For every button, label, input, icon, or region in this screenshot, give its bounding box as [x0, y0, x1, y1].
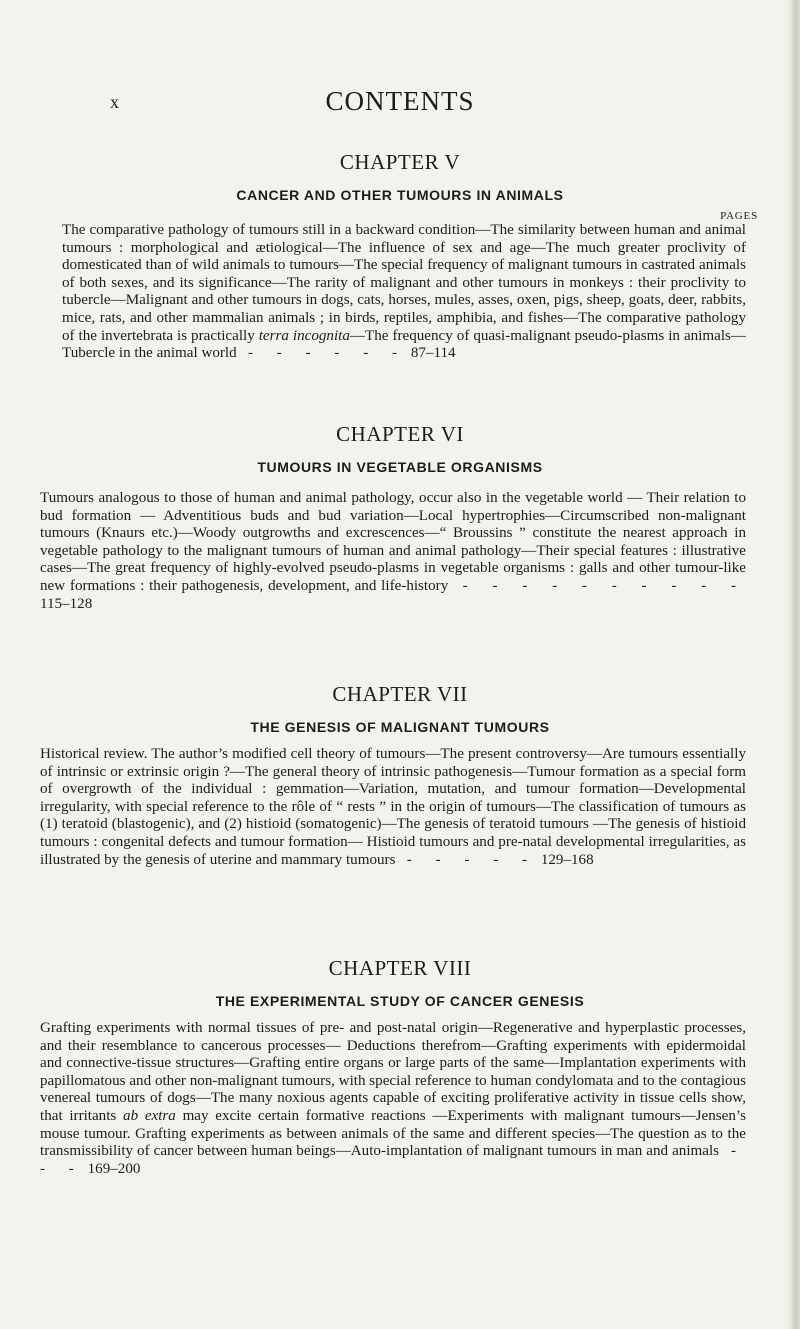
summary-italic: ab extra — [123, 1107, 176, 1124]
chapter-number: CHAPTER VII — [332, 682, 468, 706]
chapter-number: CHAPTER V — [339, 150, 461, 174]
running-title: CONTENTS — [325, 86, 475, 116]
chapter-number: CHAPTER VI — [336, 422, 464, 446]
dot-leaders: - - - — [40, 1143, 746, 1177]
chapter-7-heading — [0, 682, 800, 735]
dot-leaders: - - - - - — [406, 851, 538, 868]
chapter-title: CANCER AND OTHER TUMOURS IN ANIMALS — [236, 187, 564, 203]
dot-leaders: - - - - - - - - - - — [462, 577, 746, 594]
page-range: 115–128 — [40, 595, 93, 612]
running-head — [0, 86, 800, 116]
page-range: 169–200 — [87, 1160, 141, 1177]
pages-column-label: PAGES — [720, 210, 758, 222]
page-range: 87–114 — [410, 345, 456, 362]
chapter-title: THE GENESIS OF MALIGNANT TUMOURS — [250, 719, 550, 735]
summary-text-cont: —The frequency of quasi-malignant pseudo-plasms in animals—Tubercle in the animal world — [62, 327, 746, 362]
chapter-6-summary — [40, 490, 746, 613]
chapter-5-summary — [62, 222, 746, 363]
chapter-5-heading — [0, 150, 800, 203]
summary-text: Tumours analogous to those of human and animal pathology, occur also in the vegetable world — Their relation to bud formation — Adventitious buds and bud variation—Local hypertrophies—Circumscribed non-malignant tumours (Knaurs etc.)—Woody outgrowths and excrescences—“ Broussins ” constitute the nearest approach in vegetable pathology to the malignant tumours of human and animal pathology—Their special features : illustrative cases—The great frequency of highly-evolved pseudo-plasms in vegetable organisms : galls and other tumour-like new formations : their pathogenesis, development, and life-history — [40, 490, 746, 594]
chapter-7-summary — [40, 746, 746, 869]
page-range: 129–168 — [540, 851, 594, 868]
page-edge-shadow — [786, 0, 800, 1329]
summary-text: Historical review. The author’s modified cell theory of tumours—The present controversy—Are tumours essentially of intrinsic or extrinsic origin ?—The general theory of intrinsic pathogenesis—Tumour formation as a special form of overgrowth of the individual : gemmation—Variation, mutation, and tumour formation—Developmental irregularity, with special reference to the rôle of “ rests ” in the origin of tumours—The classification of tumours as (1) teratoid (blastogenic), and (2) histioid (somatogenic)—The genesis of teratoid tumours —The genesis of histioid tumours : congenital defects and tumour formation— Histioid tumours and pre-natal developmental irregularities, as illustrated by the genesis of uterine and mammary tumours — [40, 746, 746, 868]
summary-text-cont: may excite certain formative reactions —Experiments with malignant tumours—Jensen’s mouse tumour. Grafting experiments as between animals of the same and different species—The question as to the transmissibility of cancer between human beings—Auto-implantation of malignant tumours in man and animals — [40, 1107, 746, 1160]
chapter-title: TUMOURS IN VEGETABLE ORGANISMS — [257, 459, 543, 475]
chapter-6-heading — [0, 422, 800, 475]
summary-italic: terra incognita — [258, 327, 350, 344]
dot-leaders: - - - - - - — [248, 345, 408, 362]
chapter-8-summary — [40, 1020, 746, 1178]
summary-text: The comparative pathology of tumours still in a backward condition—The similarity between human and animal tumours : morphological and ætiological—The influence of sex and age—The much greater proclivity of domesticated than of wild animals to tumours—The special frequency of malignant tumours in castrated animals of both sexes, and its significance—The rarity of malignant and other tumours in monkeys : their proclivity to tubercle—Malignant and other tumours in dogs, cats, horses, mules, asses, oxen, pigs, sheep, goats, deer, rabbits, mice, rats, and other mammalian animals ; in birds, reptiles, amphibia, and fishes—The comparative pathology of the invertebrata is practically — [62, 222, 746, 344]
chapter-title: THE EXPERIMENTAL STUDY OF CANCER GENESIS — [215, 993, 585, 1009]
page-number: x — [110, 92, 120, 112]
chapter-8-heading — [0, 956, 800, 1009]
chapter-number: CHAPTER VIII — [328, 956, 472, 980]
summary-text: Grafting experiments with normal tissues of pre- and post-natal origin—Regenerative and hyperplastic processes, and their resemblance to cancerous processes— Deductions therefrom—Grafting experiments with epidermoidal and connective-tissue structures—Grafting entire organs or large parts of the same—Implantation experiments with papillomatous and other non-malignant tumours, with special reference to human condylomata and to the contagious venereal tumours of dogs—The many noxious agents capable of exciting proliferative activity in tissue cells show, that irritants — [40, 1020, 746, 1124]
